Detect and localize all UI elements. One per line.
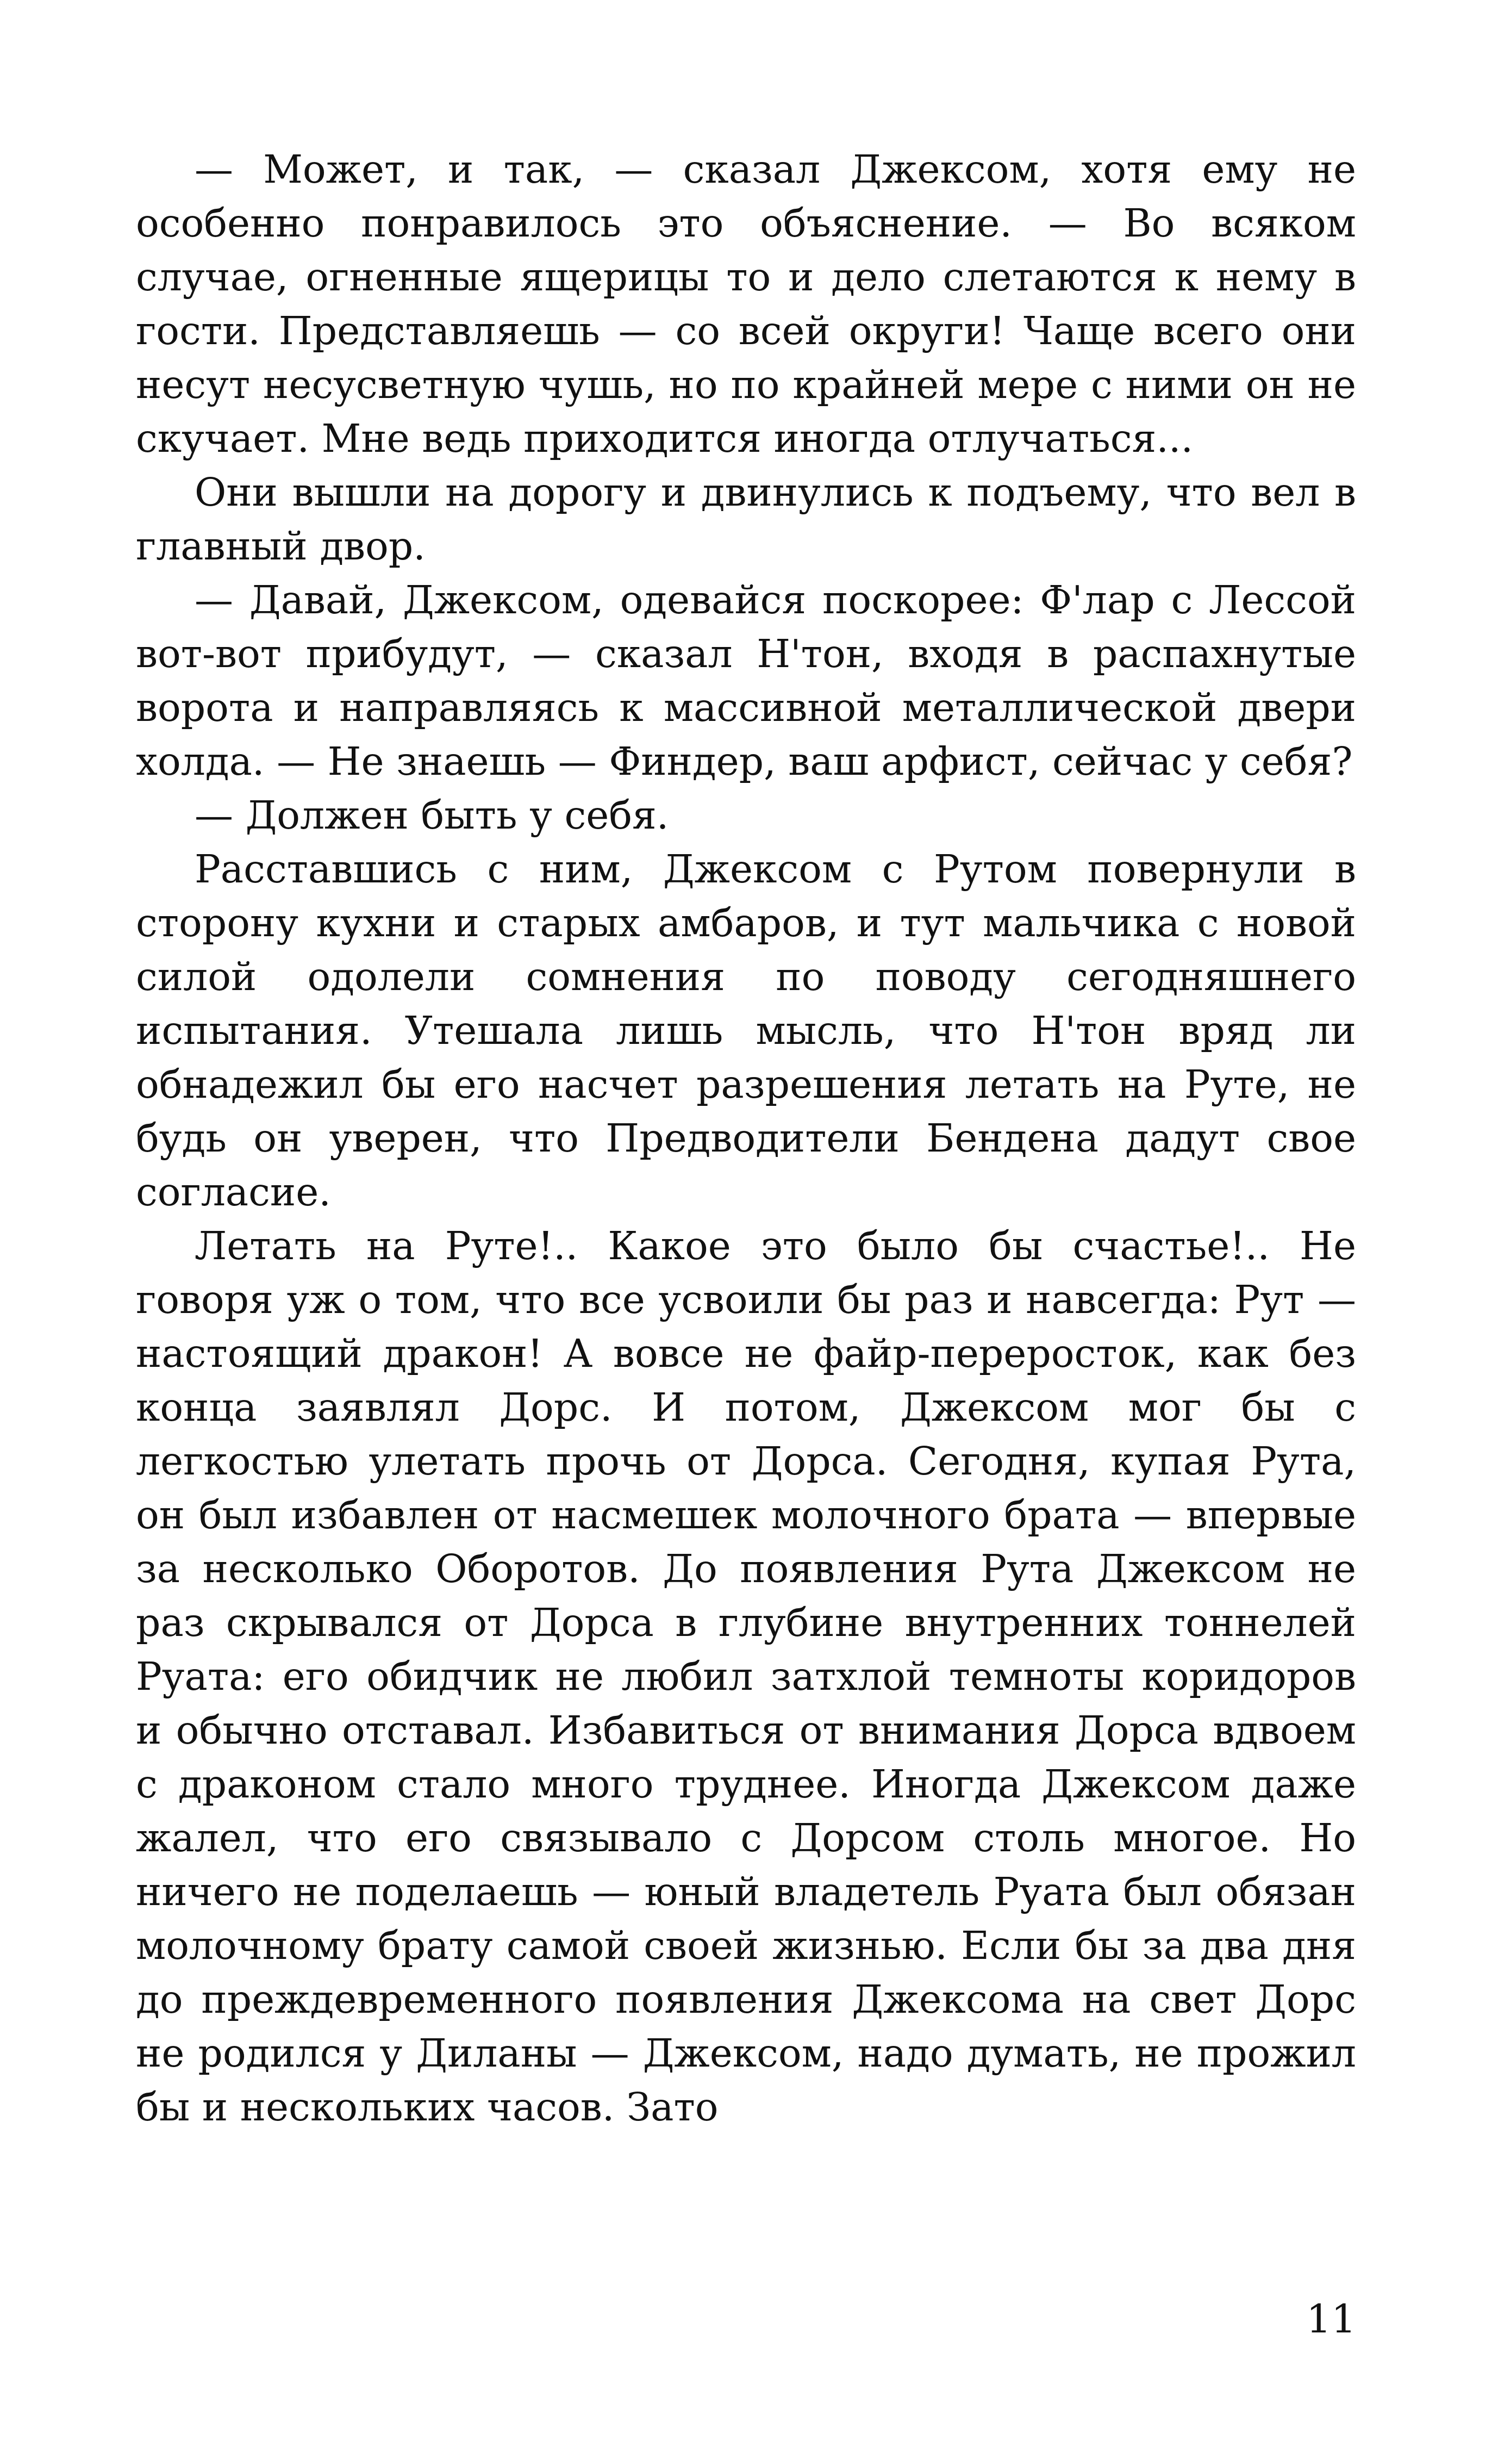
paragraph-4: — Должен быть у себя. (195, 793, 669, 838)
paragraph-1: — Может, и так, — сказал Джексом, хотя ему не особенно понравилось это объяснение. — Во всяком случае, огненные ящерицы то и дело слетаются к нему в гости. Представляешь — со всей округи! Чаще всего они несут несусветную чушь, но по крайней мере с ними он не скучает. Мне ведь приходится иногда отлучаться... (136, 147, 1356, 461)
paragraph-3: — Давай, Джексом, одевайся поскорее: Ф'лар с Лессой вот-вот прибудут, — сказал Н'тон, входя в распахнутые ворота и направляясь к массивной металлической двери холда. — Не знаешь — Финдер, ваш арфист, сейчас у себя? (136, 577, 1356, 784)
paragraph-6: Летать на Руте!.. Какое это было бы счастье!.. Не говоря уж о том, что все усвоили бы раз и навсегда: Рут — настоящий дракон! А вовсе не файр-переросток, как без конца заявлял Дорс. И потом, Джексом мог бы с легкостью улетать прочь от Дорса. Сегодня, купая Рута, он был избавлен от насмешек молочного брата — впервые за несколько Оборотов. До появления Рута Джексом не раз скрывался от Дорса в глубине внутренних тоннелей Руата: его обидчик не любил затхлой темноты коридоров и обычно отставал. Избавиться от внимания Дорса вдвоем с драконом стало много труднее. Иногда Джексом даже жалел, что его связывало с Дорсом столь многое. Но ничего не поделаешь — юный владетель Руата был обязан молочному брату самой своей жизнью. Если бы за два дня до преждевременного появления Джексома на свет Дорс не родился у Диланы — Джексом, надо думать, не прожил бы и нескольких часов. Зато (136, 1223, 1356, 2130)
body-text (136, 142, 1356, 2134)
paragraph-5: Расставшись с ним, Джексом с Рутом повернули в сторону кухни и старых амбаров, и тут мальчика с новой силой одолели сомнения по поводу сегодняшнего испытания. Утешала лишь мысль, что Н'тон вряд ли обнадежил бы его насчет разрешения летать на Руте, не будь он уверен, что Предводители Бендена дадут свое согласие. (136, 847, 1356, 1215)
paragraph-2: Они вышли на дорогу и двинулись к подъему, что вел в главный двор. (136, 470, 1356, 569)
page-number: 11 (1306, 2296, 1356, 2342)
